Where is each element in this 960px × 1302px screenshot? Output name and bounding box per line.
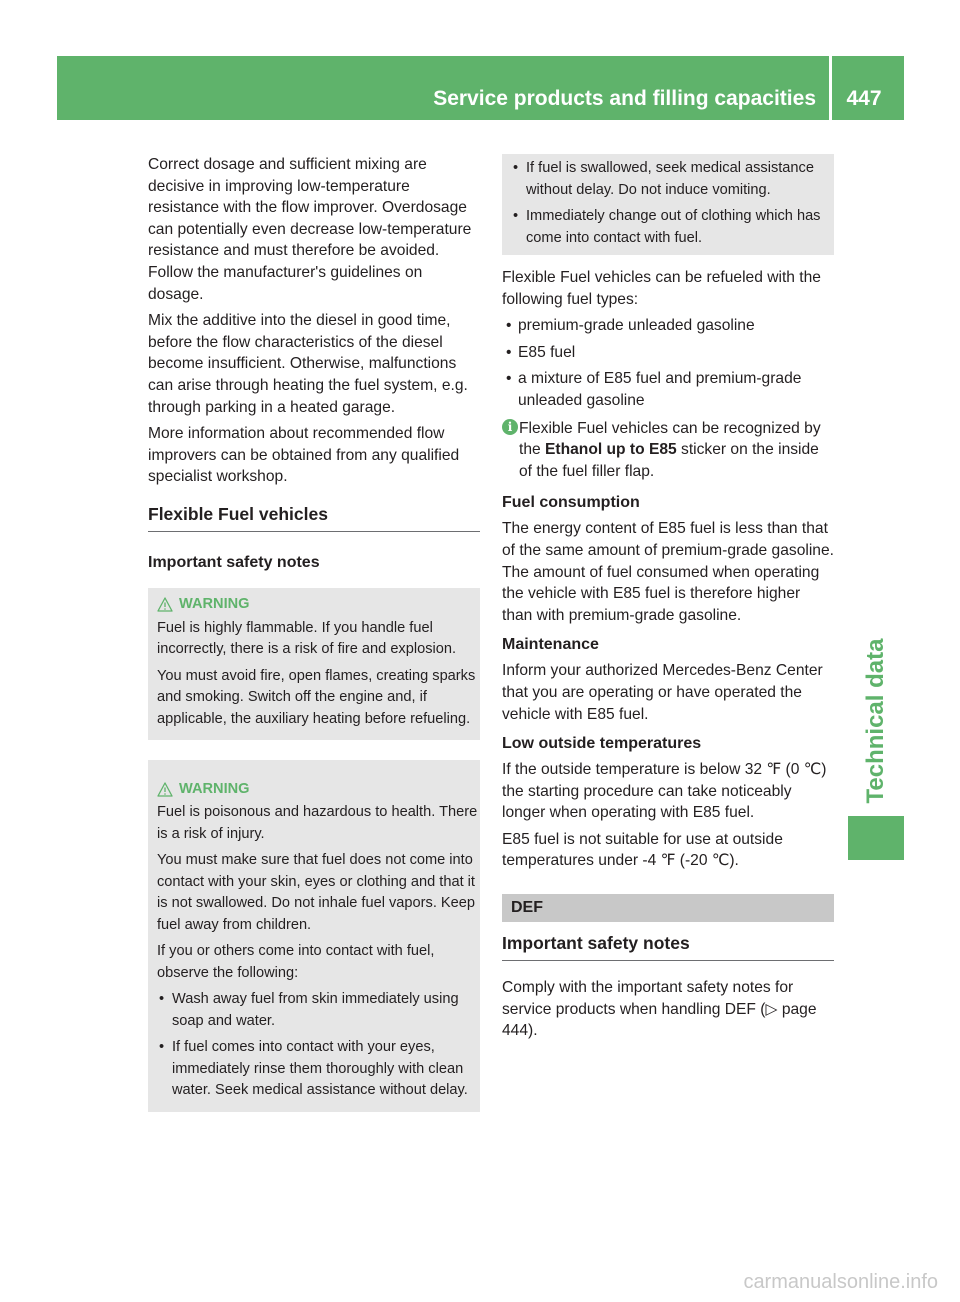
list-item: • Immediately change out of clothing which has come into contact with fuel. — [511, 206, 834, 249]
list-item: • Wash away fuel from skin immediately using soap and water. — [157, 989, 480, 1032]
side-tab-block — [848, 816, 904, 860]
warning-header — [157, 778, 480, 800]
paragraph: More information about recommended flow improvers can be obtained from any qualified specialist workshop. — [148, 425, 460, 486]
info-sticker-name: Ethanol up to E85 — [545, 441, 677, 459]
header-separator — [829, 56, 832, 120]
warning-label: WARNING — [179, 596, 250, 613]
info-note — [502, 418, 834, 483]
page-header — [57, 56, 904, 120]
paragraph: Inform your authorized Mercedes-Benz Center that you are operating or have operated the vehicle with E85 fuel. — [502, 662, 823, 723]
subheading: Important safety notes — [148, 553, 320, 571]
section-heading: Flexible Fuel vehicles — [148, 503, 480, 532]
paragraph: Flexible Fuel vehicles can be refueled with the following fuel types: — [502, 269, 821, 308]
warning-text: If you or others come into contact with fuel, observe the following: — [157, 943, 435, 981]
def-paragraph — [502, 977, 834, 1042]
warning-box — [148, 588, 480, 741]
page-number: 447 — [846, 87, 882, 110]
right-column — [502, 154, 834, 1047]
list-item: • a mixture of E85 fuel and premium-grade unleaded gasoline — [502, 368, 834, 411]
paragraph: Correct dosage and sufficient mixing are decisive in improving low-temperature resistance with the flow improver. Overdosage can potentially even decrease low-temperature resistance and must therefore be avoided. Follow the manufacturer's guidelines on dosage. — [148, 156, 472, 303]
warning-box — [148, 760, 480, 1112]
warning-text: You must make sure that fuel does not come into contact with your skin, eyes or clothing and that it is not swallowed. Do not inhale fuel vapors. Keep fuel away from children. — [157, 852, 476, 933]
chapter-title: Service products and filling capacities — [433, 87, 816, 110]
paragraph: If the outside temperature is below 32 ℉ (0 ℃) the starting procedure can take noticeably longer when operating with E85 fuel. — [502, 761, 827, 822]
warning-text: Fuel is highly flammable. If you handle fuel incorrectly, there is a risk of fire and explosion. — [157, 619, 457, 658]
subheading-fuel-consumption: Fuel consumption — [502, 494, 640, 512]
warning-header — [157, 594, 480, 616]
info-icon: i — [502, 419, 518, 435]
list-item: • If fuel comes into contact with your eyes, immediately rinse them thoroughly with clean water. Seek medical assistance without delay. — [157, 1037, 480, 1102]
subheading-low-temperatures: Low outside temperatures — [502, 735, 702, 753]
def-section-bar: DEF — [502, 894, 834, 922]
list-item: • E85 fuel — [502, 342, 834, 364]
page-ref-arrow-icon: ▷ — [765, 1000, 778, 1018]
info-text: sticker on the inside of the fuel filler flap. — [519, 441, 819, 480]
side-tab — [848, 636, 904, 806]
warning-text: You must avoid fire, open flames, creating sparks and smoking. Switch off the engine and, if applicable, the auxiliary heating before refueling. — [157, 667, 476, 727]
warning-triangle-icon — [157, 782, 173, 797]
side-tab-label: Technical data — [862, 638, 889, 804]
warning-label: WARNING — [179, 780, 250, 797]
warning-triangle-icon — [157, 597, 173, 612]
paragraph: The energy content of E85 fuel is less than that of the same amount of premium-grade gasoline. The amount of fuel consumed when operating the vehicle with E85 fuel is therefore higher than with premium-grade gasoline. — [502, 520, 834, 624]
page-reference-link[interactable]: page 444). — [502, 1000, 817, 1040]
list-item: • If fuel is swallowed, seek medical assistance without delay. Do not induce vomiting. — [511, 158, 834, 201]
paragraph: E85 fuel is not suitable for use at outside temperatures under -4 ℉ (-20 ℃). — [502, 830, 783, 870]
warning-box-continued — [502, 154, 834, 255]
def-section-heading: Important safety notes — [502, 932, 834, 961]
warning-text: Fuel is poisonous and hazardous to health. There is a risk of injury. — [157, 804, 478, 842]
info-text: Flexible Fuel vehicles can be recognized by the — [519, 419, 821, 459]
def-text: Comply with the important safety notes for service products when handling DEF ( — [502, 979, 794, 1018]
list-item: • premium-grade unleaded gasoline — [502, 315, 834, 337]
paragraph: Mix the additive into the diesel in good time, before the flow characteristics of the diesel become insufficient. Otherwise, malfunctions can arise through heating the fuel system, e.g. through parking in a heated garage. — [148, 312, 468, 416]
left-column — [148, 154, 480, 1112]
subheading-maintenance: Maintenance — [502, 636, 599, 654]
watermark: carmanualsonline.info — [743, 1271, 938, 1293]
